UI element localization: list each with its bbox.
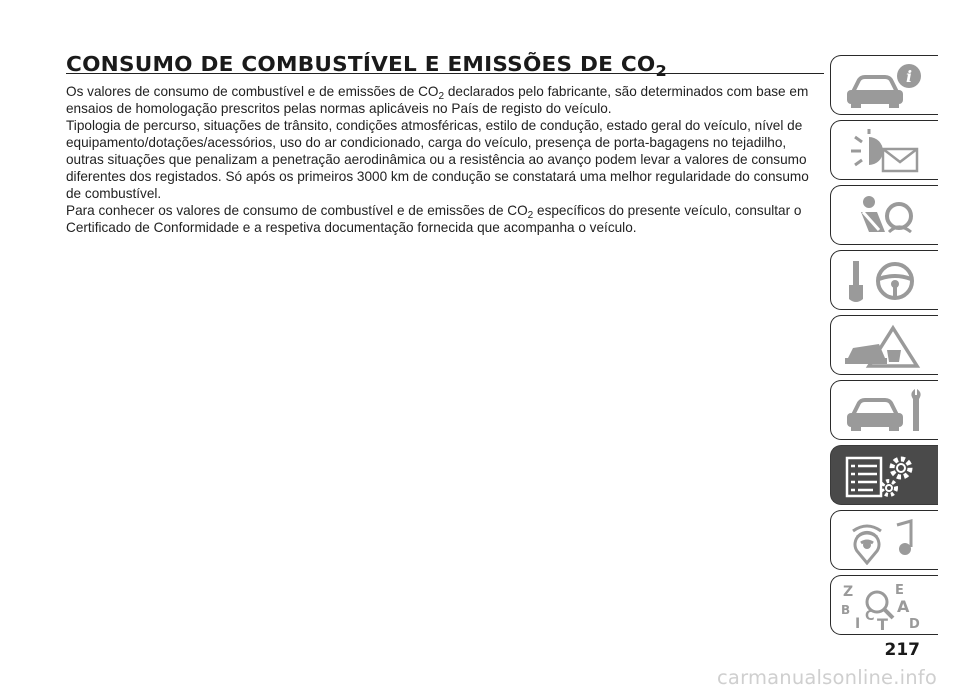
paragraph-3-subscript: 2 (527, 210, 534, 221)
paragraph-3 (66, 202, 826, 236)
paragraph-1 (66, 83, 826, 117)
title-rule (66, 73, 824, 74)
paragraph-1-subscript: 2 (438, 91, 445, 102)
tab-car-info[interactable] (830, 55, 938, 115)
index-letter: D (909, 617, 920, 630)
lights-message-icon (839, 127, 929, 175)
tab-index[interactable] (830, 575, 938, 635)
tab-maintenance[interactable] (830, 380, 938, 440)
paragraph-3-text-a: Para conhecer os valores de consumo de combustível e de emissões de CO (66, 203, 528, 218)
page-title-text: CONSUMO DE COMBUSTÍVEL E EMISSÕES DE CO (66, 52, 656, 76)
page-title-subscript: 2 (655, 62, 668, 80)
technical-data-icon (839, 452, 929, 500)
index-letter: T (877, 615, 888, 630)
index-letter: B (841, 603, 851, 617)
index-letter: Z (843, 584, 854, 600)
index-letter: E (895, 583, 904, 598)
paragraph-1-text-b: declarados pelo fabricante, são determinados com base em ensaios de homologação prescritos pelas normas aplicáveis no País de registo do veículo. (66, 84, 809, 116)
car-info-icon (839, 62, 929, 110)
svg-text:i: i (905, 67, 913, 86)
tab-safety[interactable] (830, 185, 938, 245)
tab-multimedia[interactable] (830, 510, 938, 570)
index-letter: I (855, 616, 861, 630)
page-number: 217 (884, 640, 920, 660)
car-maintenance-icon (839, 387, 929, 435)
tab-emergency[interactable] (830, 315, 938, 375)
tab-lights-messages[interactable] (830, 120, 938, 180)
paragraph-1-text-a: Os valores de consumo de combustível e de emissões de CO (66, 84, 439, 99)
tab-starting-driving[interactable] (830, 250, 938, 310)
airbag-seat-icon (839, 192, 929, 240)
paragraph-3-text-b: específicos do presente veículo, consultar o Certificado de Conformidade e a respetiva documentação fornecida que acompanha o veículo. (66, 203, 802, 235)
body-text (66, 83, 826, 236)
tab-technical-data[interactable] (830, 445, 938, 505)
watermark: carmanualsonline.info (717, 666, 937, 689)
index-letter: C (865, 609, 875, 624)
key-steering-wheel-icon (839, 257, 929, 305)
emergency-warning-icon (839, 322, 929, 370)
alphabetical-index-icon (839, 582, 929, 630)
paragraph-2: Tipologia de percurso, situações de trânsito, condições atmosféricas, estilo de condução, estado geral do veículo, nível de equipamento/dotações/acessórios, uso do ar condicionado, carga do veículo, presença de porta-bagagens no tejadilho, outras situações que penalizam a penetração aerodinâmica ou a resistência ao avanço podem levar a valores de consumo diferentes dos registados. Só após os primeiros 3000 km de condução se constatará uma melhor regularidade do consumo de combustível. (66, 118, 809, 201)
index-letter: A (897, 597, 910, 616)
multimedia-icon (839, 517, 929, 565)
